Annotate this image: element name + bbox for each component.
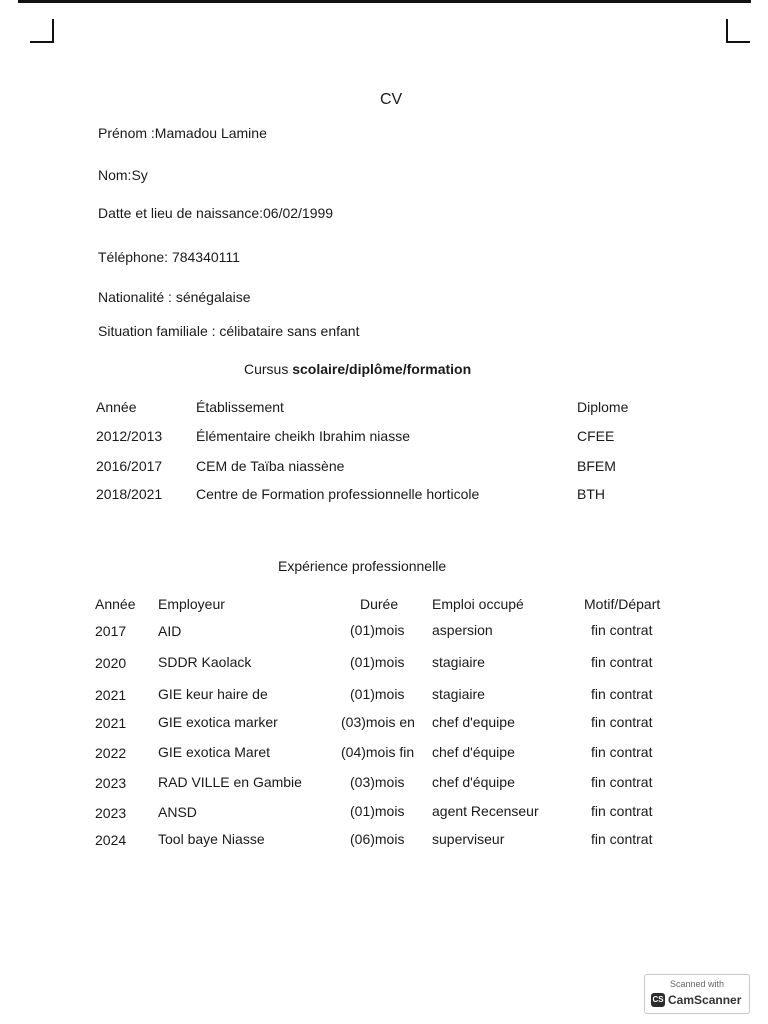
experience-duration: (06)mois bbox=[350, 831, 405, 847]
experience-header-year: Année bbox=[95, 596, 136, 612]
experience-header-reason: Motif/Départ bbox=[584, 596, 661, 612]
experience-year: 2021 bbox=[95, 715, 127, 731]
experience-position: stagiaire bbox=[432, 654, 485, 670]
experience-reason: fin contrat bbox=[591, 803, 653, 819]
experience-section-title: Expérience professionnelle bbox=[278, 558, 447, 574]
crop-mark-top-right bbox=[726, 19, 750, 43]
experience-position: agent Recenseur bbox=[432, 803, 539, 819]
birth-info: Datte et lieu de naissance:06/02/1999 bbox=[98, 205, 334, 221]
education-header-year: Année bbox=[96, 399, 137, 415]
experience-employer: GIE exotica Maret bbox=[158, 744, 271, 760]
experience-position: superviseur bbox=[432, 831, 505, 847]
marital-status: Situation familiale : célibataire sans enfant bbox=[98, 323, 360, 339]
experience-year: 2024 bbox=[95, 832, 127, 848]
education-header-school: Établissement bbox=[196, 399, 284, 415]
experience-position: aspersion bbox=[432, 622, 493, 638]
education-diploma: CFEE bbox=[577, 428, 615, 444]
experience-position: chef d'équipe bbox=[432, 774, 515, 790]
education-year: 2012/2013 bbox=[96, 428, 163, 444]
education-diploma: BFEM bbox=[577, 458, 616, 474]
experience-duration: (01)mois bbox=[350, 622, 405, 638]
experience-reason: fin contrat bbox=[591, 654, 653, 670]
experience-duration: (01)mois bbox=[350, 654, 405, 670]
education-title-prefix: Cursus bbox=[244, 361, 293, 377]
education-diploma: BTH bbox=[577, 486, 605, 502]
experience-employer: SDDR Kaolack bbox=[158, 654, 252, 670]
education-section-title bbox=[244, 360, 471, 378]
experience-header-duration: Durée bbox=[360, 596, 399, 612]
experience-header-position: Emploi occupé bbox=[432, 596, 524, 612]
experience-position: stagiaire bbox=[432, 686, 485, 702]
experience-duration: (04)mois fin bbox=[341, 744, 415, 760]
experience-year: 2023 bbox=[95, 775, 127, 791]
nationality: Nationalité : sénégalaise bbox=[98, 289, 251, 305]
experience-reason: fin contrat bbox=[591, 831, 653, 847]
education-year: 2018/2021 bbox=[96, 486, 163, 502]
experience-position: chef d'équipe bbox=[432, 744, 515, 760]
camscanner-watermark bbox=[644, 974, 750, 1014]
experience-year: 2022 bbox=[95, 745, 127, 761]
experience-employer: Tool baye Niasse bbox=[158, 831, 265, 847]
experience-reason: fin contrat bbox=[591, 744, 653, 760]
experience-year: 2023 bbox=[95, 805, 127, 821]
phone: Téléphone: 784340111 bbox=[98, 249, 240, 265]
education-school: Élémentaire cheikh Ibrahim niasse bbox=[196, 428, 410, 444]
last-name: Nom:Sy bbox=[98, 167, 148, 183]
experience-duration: (03)mois bbox=[350, 774, 405, 790]
experience-employer: ANSD bbox=[158, 804, 197, 820]
experience-duration: (01)mois bbox=[350, 803, 405, 819]
education-year: 2016/2017 bbox=[96, 458, 163, 474]
education-title-bold: scolaire/diplôme/formation bbox=[292, 361, 472, 377]
experience-header-employer: Employeur bbox=[158, 596, 225, 612]
experience-reason: fin contrat bbox=[591, 622, 653, 638]
experience-position: chef d'equipe bbox=[432, 714, 515, 730]
experience-year: 2020 bbox=[95, 655, 127, 671]
experience-reason: fin contrat bbox=[591, 714, 653, 730]
experience-employer: GIE keur haire de bbox=[158, 686, 268, 702]
scanned-with-label: Scanned with bbox=[669, 979, 725, 989]
education-header-diploma: Diplome bbox=[577, 399, 629, 415]
education-school: Centre de Formation professionnelle horticole bbox=[196, 486, 480, 502]
crop-mark-top-left bbox=[30, 19, 54, 43]
experience-reason: fin contrat bbox=[591, 774, 653, 790]
experience-year: 2017 bbox=[95, 623, 127, 639]
page-top-border bbox=[18, 0, 751, 3]
experience-employer: GIE exotica marker bbox=[158, 714, 278, 730]
experience-employer: RAD VILLE en Gambie bbox=[158, 774, 302, 790]
camscanner-logo-icon: CS bbox=[651, 993, 665, 1007]
experience-year: 2021 bbox=[95, 687, 127, 703]
experience-duration: (01)mois bbox=[350, 686, 405, 702]
experience-employer: AID bbox=[158, 623, 182, 639]
education-school: CEM de Taïba niassène bbox=[196, 458, 345, 474]
experience-reason: fin contrat bbox=[591, 686, 653, 702]
document-title: CV bbox=[380, 91, 403, 108]
experience-duration: (03)mois en bbox=[341, 714, 415, 730]
camscanner-brand: CamScanner bbox=[668, 993, 742, 1007]
first-name: Prénom :Mamadou Lamine bbox=[98, 125, 267, 141]
